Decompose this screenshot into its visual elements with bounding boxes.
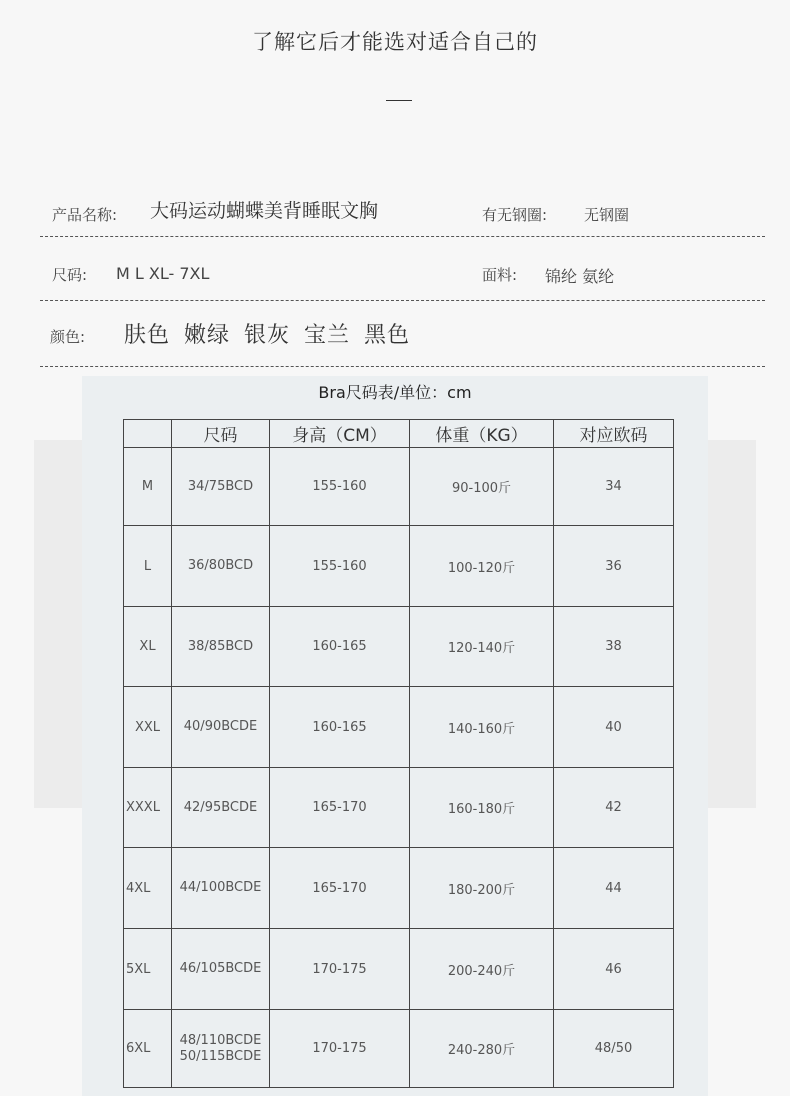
table-row: [124, 1010, 674, 1088]
table-row: [124, 768, 674, 848]
height-cell: 165-170: [270, 848, 410, 929]
size-chart-title: Bra尺码表/单位：cm: [318, 383, 472, 402]
fabric-value: 锦纶 氨纶: [545, 267, 615, 286]
eu-size-cell: 40: [554, 687, 674, 768]
table-row: [124, 526, 674, 607]
eu-size-cell: 38: [554, 607, 674, 687]
color-value: 肤色 嫩绿 银灰 宝兰 黑色: [124, 323, 410, 348]
table-row: [124, 929, 674, 1010]
size-cell: XXXL: [124, 768, 172, 848]
table-header-cell: 身高（CM）: [270, 420, 410, 448]
size-cell: 6XL: [124, 1010, 172, 1088]
fabric-label: 面料:: [482, 266, 518, 284]
cup-value: 40/90BCDE: [183, 719, 258, 734]
eu-size-cell: 44: [554, 848, 674, 929]
cup-value: 42/95BCDE: [183, 799, 258, 815]
weight-cell: 140-160斤: [410, 687, 554, 768]
table-row: [124, 607, 674, 687]
divider: [40, 366, 765, 367]
table-header-cell: 尺码: [172, 420, 270, 448]
size-cell: L: [124, 526, 172, 607]
color-label: 颜色:: [50, 328, 86, 346]
height-cell: 155-160: [270, 526, 410, 607]
cup-value: 46/105BCDE: [179, 961, 262, 976]
cup-value: 48/110BCDE: [179, 1032, 262, 1048]
cup-value: 50/115BCDE: [179, 1048, 262, 1064]
cup-cell: [172, 687, 270, 768]
size-value: M L XL- 7XL: [116, 264, 210, 283]
weight-cell: 180-200斤: [410, 848, 554, 929]
height-cell: 155-160: [270, 448, 410, 526]
spec-row-product: [40, 192, 765, 236]
height-cell: 160-165: [270, 687, 410, 768]
size-cell: XL: [124, 607, 172, 687]
eu-size-cell: 46: [554, 929, 674, 1010]
table-header-cell: 对应欧码: [554, 420, 674, 448]
title-divider: [386, 100, 412, 101]
cup-cell: [172, 768, 270, 848]
weight-cell: 240-280斤: [410, 1010, 554, 1088]
underwire-value: 无钢圈: [584, 206, 630, 224]
product-name-label: 产品名称:: [52, 206, 118, 224]
height-cell: 165-170: [270, 768, 410, 848]
table-header-cell: [124, 420, 172, 448]
cup-cell: [172, 526, 270, 607]
size-cell: M: [124, 448, 172, 526]
divider: [40, 236, 765, 237]
size-cell: 5XL: [124, 929, 172, 1010]
cup-cell: [172, 1010, 270, 1088]
cup-value: 36/80BCD: [187, 558, 254, 573]
table-row: [124, 848, 674, 929]
eu-size-cell: 48/50: [554, 1010, 674, 1088]
page-title: 了解它后才能选对适合自己的: [252, 30, 538, 54]
weight-cell: 200-240斤: [410, 929, 554, 1010]
weight-cell: 90-100斤: [410, 448, 554, 526]
eu-size-cell: 42: [554, 768, 674, 848]
table-header-row: [124, 420, 674, 448]
product-name-value: 大码运动蝴蝶美背睡眠文胸: [150, 200, 379, 222]
height-cell: 160-165: [270, 607, 410, 687]
table-header-cell: 体重（KG）: [410, 420, 554, 448]
size-cell: XXL: [124, 687, 172, 768]
weight-cell: 100-120斤: [410, 526, 554, 607]
cup-value: 44/100BCDE: [179, 880, 262, 895]
spec-row-size: [40, 256, 765, 300]
size-chart-table: [123, 419, 674, 1088]
table-row: [124, 448, 674, 526]
underwire-label: 有无钢圈:: [482, 206, 548, 224]
cup-cell: [172, 448, 270, 526]
spec-row-color: [40, 316, 765, 366]
weight-cell: 160-180斤: [410, 768, 554, 848]
cup-cell: [172, 607, 270, 687]
cup-value: 38/85BCD: [187, 638, 254, 654]
cup-cell: [172, 929, 270, 1010]
weight-cell: 120-140斤: [410, 607, 554, 687]
height-cell: 170-175: [270, 929, 410, 1010]
cup-cell: [172, 848, 270, 929]
cup-value: 34/75BCD: [187, 478, 254, 494]
divider: [40, 300, 765, 301]
table-row: [124, 687, 674, 768]
eu-size-cell: 34: [554, 448, 674, 526]
size-cell: 4XL: [124, 848, 172, 929]
height-cell: 170-175: [270, 1010, 410, 1088]
eu-size-cell: 36: [554, 526, 674, 607]
size-label: 尺码:: [52, 266, 88, 284]
